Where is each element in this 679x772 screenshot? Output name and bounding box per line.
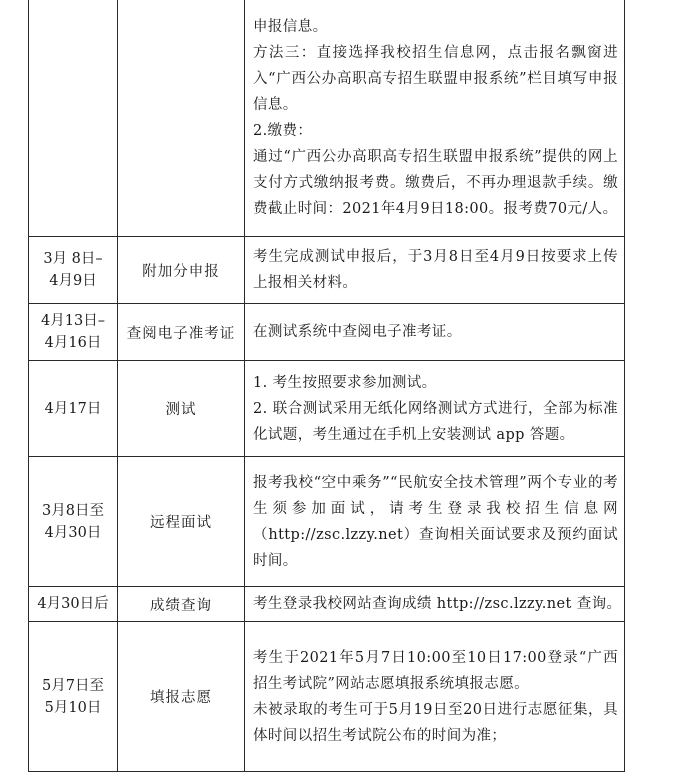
table-row — [29, 361, 625, 457]
description-line: 2. 联合测试采用无纸化网络测试方式进行，全部为标准化试题，考生通过在手机上安装测试 app 答题。 — [253, 400, 618, 443]
description-line: 未被录取的考生可于5月19日至20日进行志愿征集，具体时间以招生考试院公布的时间为准； — [253, 701, 618, 744]
schedule-table — [28, 0, 625, 772]
table-row — [29, 457, 625, 587]
date-cell — [29, 0, 118, 237]
description-cell — [245, 0, 625, 237]
description-line: 考生完成测试申报后，于3月8日至4月9日按要求上传上报相关材料。 — [253, 249, 618, 291]
item-cell: 查阅电子准考证 — [118, 304, 245, 361]
description-line: 1. 考生按照要求参加测试。 — [253, 374, 437, 391]
date-cell: 4月17日 — [29, 361, 118, 457]
description-line: 通过“广西公办高职高专招生联盟申报系统”提供的网上支付方式缴纳报考费。缴费后，不再办理退款手续。缴费截止时间：2021年4月9日18:00。报考费70元/人。 — [253, 148, 618, 217]
description-cell — [245, 237, 625, 304]
date-cell: 5月7日至 5月10日 — [29, 622, 118, 772]
item-cell: 成绩查询 — [118, 587, 245, 622]
description-line: 申报信息。 — [253, 18, 328, 35]
item-cell — [118, 0, 245, 237]
description-cell — [245, 622, 625, 772]
description-line: 考生于2021年5月7日10:00至10日17:00登录“广西招生考试院”网站志愿填报系统填报志愿。 — [253, 649, 618, 692]
description-cell — [245, 361, 625, 457]
date-cell: 3月8日至 4月30日 — [29, 457, 118, 587]
date-cell: 4月30日后 — [29, 587, 118, 622]
description-cell — [245, 304, 625, 361]
item-cell: 远程面试 — [118, 457, 245, 587]
description-line: 考生登录我校网站查询成绩 http://zsc.lzzy.net 查询。 — [253, 596, 622, 612]
description-cell — [245, 457, 625, 587]
item-cell: 测试 — [118, 361, 245, 457]
item-cell: 附加分申报 — [118, 237, 245, 304]
description-cell — [245, 587, 625, 622]
description-line: 方法三：直接选择我校招生信息网，点击报名飘窗进入“广西公办高职高专招生联盟申报系统”栏目填写申报信息。 — [253, 44, 618, 113]
description-line: 2.缴费： — [253, 122, 313, 139]
table-row — [29, 304, 625, 361]
item-cell: 填报志愿 — [118, 622, 245, 772]
date-cell: 4月13日– 4月16日 — [29, 304, 118, 361]
table-row — [29, 0, 625, 237]
table-row — [29, 587, 625, 622]
table-row — [29, 622, 625, 772]
table-row — [29, 237, 625, 304]
date-cell: 3月 8日– 4月9日 — [29, 237, 118, 304]
description-line: 在测试系统中查阅电子准考证。 — [253, 324, 462, 340]
description-line: 报考我校“空中乘务”“民航安全技术管理”两个专业的考生须参加面试，请考生登录我校招生信息网（http://zsc.lzzy.net）查询相关面试要求及预约面试时间。 — [253, 474, 618, 569]
